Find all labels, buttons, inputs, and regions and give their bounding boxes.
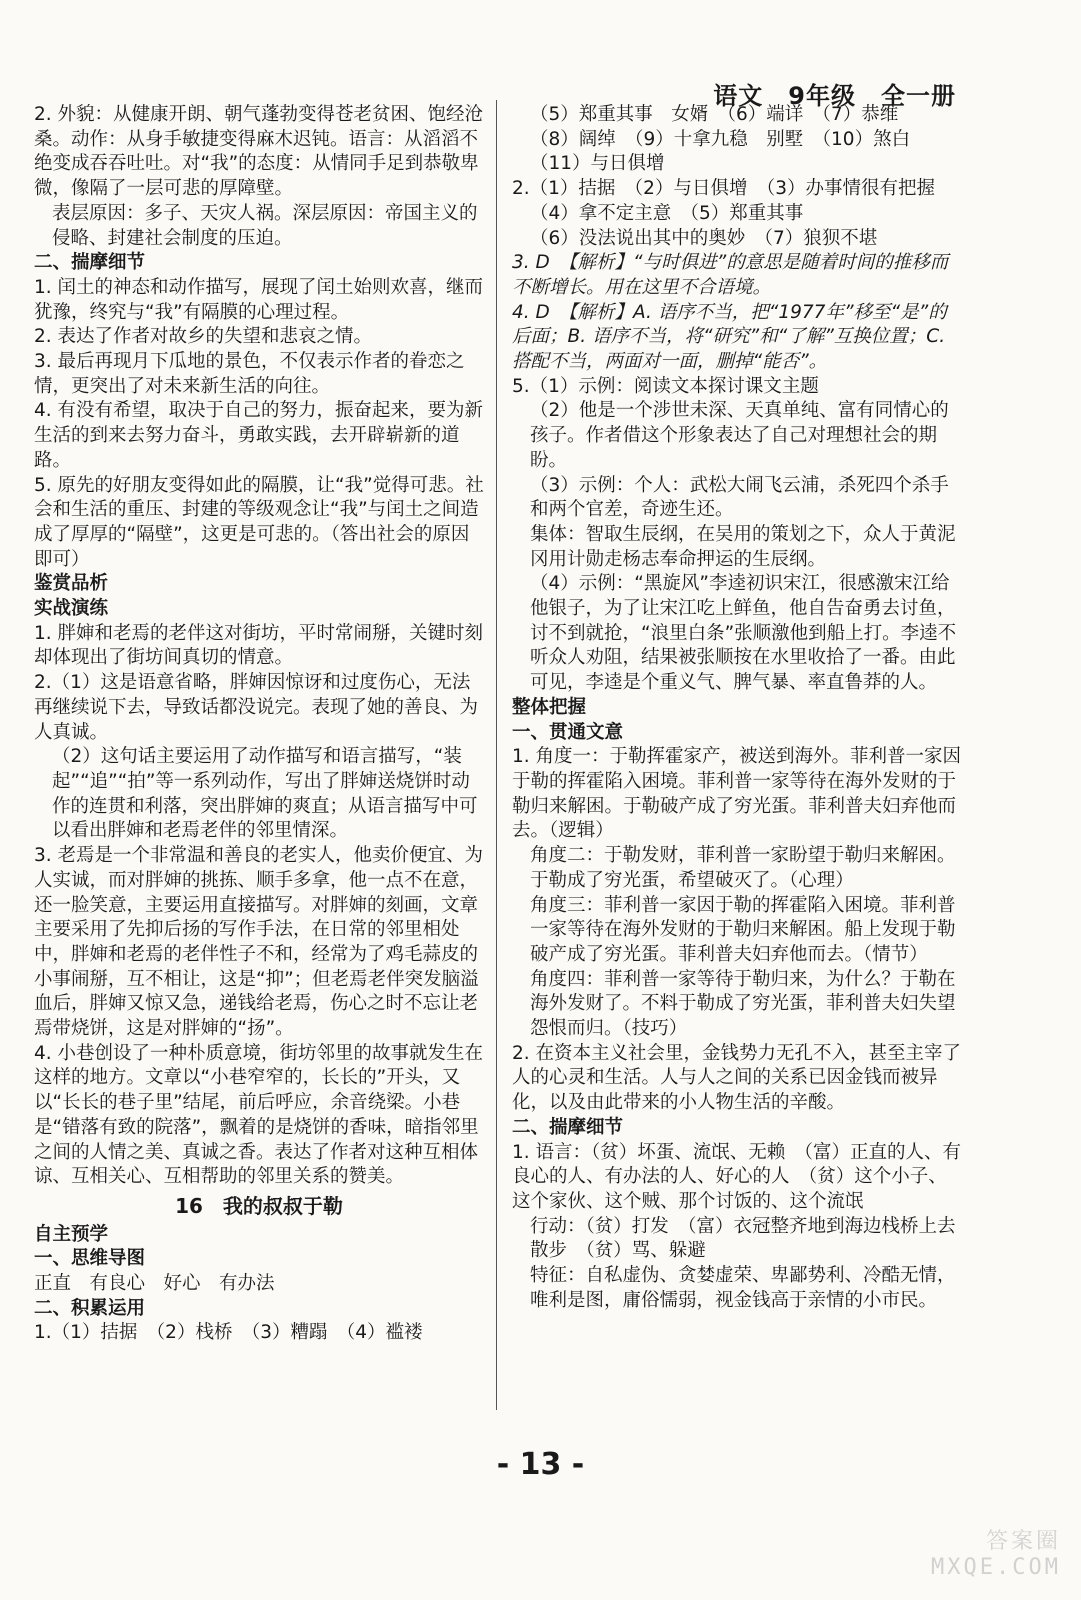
answer-paragraph: 3. D 【解析】“与时俱进”的意思是随着时间的推移而不断增长。用在这里不合语境。 [512, 252, 949, 298]
answer-paragraph: 3. 最后再现月下瓜地的景色，不仅表示作者的眷恋之情，更突出了对未来新生活的向往。 [34, 351, 465, 397]
answer-paragraph: （4）示例：“黑旋风”李逵初识宋江，很感激宋江给他银子，为了让宋江吃上鲜鱼，他自告奋勇去讨鱼，讨不到就抢，“浪里白条”张顺激他到船上打。李逵不听众人劝阻，结果被张顺按在水里收拾了一番。由此可见，李逵是个重义气、脾气暴、率直鲁莽的人。 [530, 573, 957, 694]
page-number: - 13 - [496, 1447, 585, 1482]
chapter-title: 16 我的叔叔于勒 [175, 1193, 343, 1218]
left-column [34, 103, 484, 1346]
answer-paragraph: 集体：智取生辰纲，在吴用的策划之下，众人于黄泥冈用计勋走杨志奉命押运的生辰纲。 [530, 523, 956, 570]
answer-paragraph: 1. 角度一：于勒挥霍家产，被送到海外。菲利普一家因于勒的挥霍陷入困境。菲利普一家等待在海外发财的于勒归来解困。于勒破产成了穷光蛋。菲利普夫妇弃他而去。（逻辑） [512, 746, 962, 842]
answer-paragraph: 3. 老焉是一个非常温和善良的老实人，他卖价便宜、为人实诚，而对胖婶的挑拣、顺手多拿，他一点不在意，还一脸笑意，主要运用直接描写。对胖婶的刻画，文章主要采用了先抑后扬的写作手法，在日常的邻里相处中，胖婶和老焉的老伴性子不和，经常为了鸡毛蒜皮的小事闹掰，互不相让，这是“抑”；但老焉老伴突发脑溢血后，胖婶又惊又急，递钱给老焉，伤心之时不忘让老焉带烧饼，这是对胖婶的“扬”。 [34, 845, 484, 1040]
watermark-logo [931, 1524, 1061, 1580]
answer-paragraph: 正直 有良心 好心 有办法 [34, 1273, 275, 1295]
right-column [512, 103, 962, 1313]
section-heading: 一、思维导图 [34, 1248, 146, 1270]
watermark-text: 答案圈 [985, 1529, 1061, 1554]
answer-paragraph: 角度三：菲利普一家因于勒的挥霍陷入困境。菲利普一家等待在海外发财的于勒归来解困。船上发现于勒破产成了穷光蛋。菲利普夫妇弃他而去。（情节） [530, 894, 956, 965]
answer-paragraph: （6）没法说出其中的奥妙 （7）狼狈不堪 [530, 227, 878, 249]
answer-paragraph: 2. 外貌：从健康开朗、朝气蓬勃变得苍老贫困、饱经沧桑。动作：从身手敏捷变得麻木迟钝。语言：从滔滔不绝变成吞吞吐吐。对“我”的态度：从情同手足到恭敬卑微，像隔了一层可悲的厚障壁。 [34, 104, 484, 200]
section-heading: 二、揣摩细节 [512, 1116, 624, 1138]
section-heading: 整体把握 [512, 696, 587, 718]
answer-paragraph: 2. 表达了作者对故乡的失望和悲哀之情。 [34, 326, 373, 348]
answer-paragraph: （4）拿不定主意 （5）郑重其事 [530, 202, 804, 224]
answer-paragraph: 4. D 【解析】A. 语序不当，把“1977年”移至“是”的后面；B. 语序不当，将“研究”和“了解”互换位置；C. 搭配不当，两面对一面，删掉“能否”。 [512, 301, 947, 373]
answer-paragraph: 1. 闰土的神态和动作描写，展现了闰土始则欢喜，继而犹豫，终究与“我”有隔膜的心理过程。 [34, 276, 484, 323]
answer-paragraph: （2）这句话主要运用了动作描写和语言描写，“装起”“追”“拍”等一系列动作，写出了胖婶送烧饼时动作的连贯和利落，突出胖婶的爽直；从语言描写中可以看出胖婶和老焉老伴的邻里情深。 [52, 746, 478, 842]
answer-paragraph: （3）示例：个人：武松大闹飞云浦，杀死四个杀手和两个官差，奇迹生还。 [530, 474, 949, 521]
answer-paragraph: 角度二：于勒发财，菲利普一家盼望于勒归来解困。于勒成了穷光蛋，希望破灭了。（心理） [530, 845, 956, 891]
answer-paragraph: 表层原因：多子、天灾人祸。深层原因：帝国主义的侵略、封建社会制度的压迫。 [52, 202, 478, 249]
section-heading: 自主预学 [34, 1223, 109, 1245]
page-header: 语文 9年级 全一册 [713, 82, 956, 110]
answer-paragraph: 特征：自私虚伪、贪婪虚荣、卑鄙势利、冷酷无情，唯利是图，庸俗懦弱，视金钱高于亲情的小市民。 [530, 1265, 956, 1311]
watermark-url: MXQE.COM [931, 1555, 1061, 1580]
answer-paragraph: （5）郑重其事 女婿 （6）端详 （7）恭维 [530, 104, 899, 125]
answer-paragraph: 4. 有没有希望，取决于自己的努力，振奋起来，要为新生活的到来去努力奋斗，勇敢实践，去开辟崭新的道路。 [34, 400, 484, 471]
answer-paragraph: 5.（1）示例：阅读文本探讨课文主题 [512, 375, 819, 397]
answer-paragraph: 2.（1）这是语意省略，胖婶因惊讶和过度伤心，无法再继续说下去，导致话都没说完。表现了她的善良、为人真诚。 [34, 672, 479, 743]
answer-paragraph: 1.（1）拮据 （2）栈桥 （3）糟蹋 （4）褴褛 [34, 1322, 423, 1344]
answer-paragraph: 1. 语言：（贫）坏蛋、流氓、无赖 （富）正直的人、有良心的人、有办法的人、好心的人 （贫）这个小子、这个家伙、这个贼、那个讨饭的、这个流氓 [512, 1141, 962, 1212]
answer-paragraph: 2.（1）拮据 （2）与日俱增 （3）办事情很有把握 [512, 178, 935, 200]
column-divider [496, 100, 497, 1410]
answer-paragraph: 角度四：菲利普一家等待于勒归来，为什么？于勒在海外发财了。不料于勒成了穷光蛋，菲利普夫妇失望怨恨而归。（技巧） [530, 968, 956, 1040]
answer-paragraph: 1. 胖婶和老焉的老伴这对街坊，平时常闹掰，关键时刻却体现出了街坊间真切的情意。 [34, 622, 484, 669]
answer-paragraph: （2）他是一个涉世未深、天真单纯、富有同情心的孩子。作者借这个形象表达了自己对理想社会的期盼。 [530, 400, 949, 471]
answer-paragraph: （11）与日俱增 [530, 153, 665, 175]
answer-paragraph: 4. 小巷创设了一种朴质意境，街坊邻里的故事就发生在这样的地方。文章以“小巷窄窄的，长长的”开头，又以“长长的巷子里”结尾，前后呼应，余音绕梁。小巷是“错落有致的院落”，飘着的是烧饼的香味，暗指邻里之间的人情之美、真诚之香。表达了作者对这种互相体谅、互相关心、互相帮助的邻里关系的赞美。 [34, 1042, 484, 1188]
section-heading: 二、揣摩细节 [34, 252, 146, 274]
answer-paragraph: 行动：（贫）打发 （富）衣冠整齐地到海边栈桥上去散步 （贫）骂、躲避 [530, 1215, 956, 1262]
answer-paragraph: 2. 在资本主义社会里，金钱势力无孔不入，甚至主宰了人的心灵和生活。人与人之间的关系已因金钱而被异化，以及由此带来的小人物生活的辛酸。 [512, 1042, 962, 1114]
answer-paragraph: 5. 原先的好朋友变得如此的隔膜，让“我”觉得可悲。社会和生活的重压、封建的等级观念让“我”与闰土之间造成了厚厚的“隔壁”，这更是可悲的。（答出社会的原因即可） [34, 474, 484, 570]
answer-paragraph: （8）阔绰 （9）十拿九稳 别墅 （10）煞白 [530, 128, 911, 150]
section-heading: 实战演练 [34, 598, 109, 620]
section-heading: 一、贯通文意 [512, 721, 624, 743]
section-heading: 二、积累运用 [34, 1297, 146, 1319]
section-heading: 鉴赏品析 [34, 573, 109, 595]
